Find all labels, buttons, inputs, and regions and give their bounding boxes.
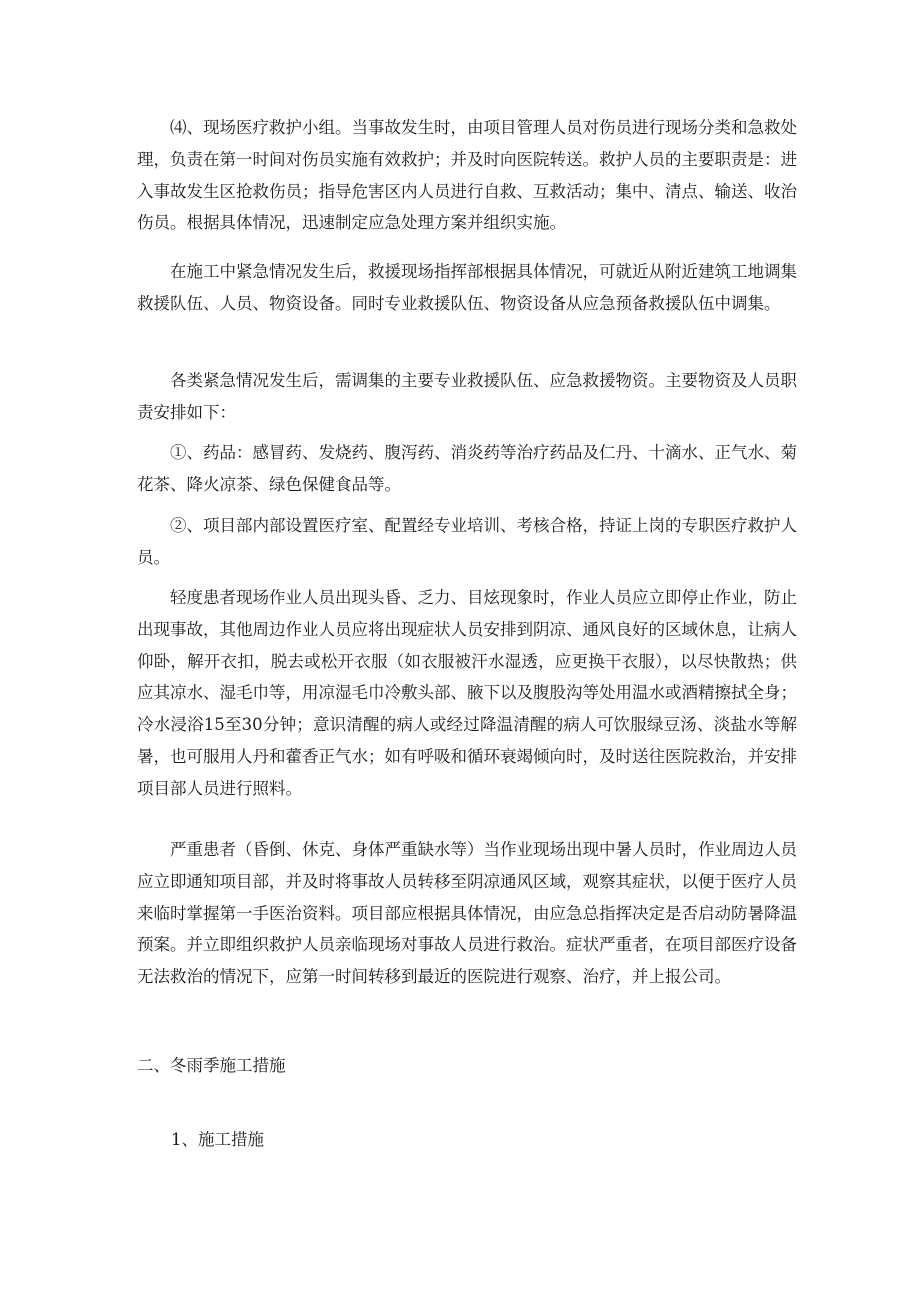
paragraph-medical-room: ②、项目部内部设置医疗室、配置经专业培训、考核合格，持证上岗的专职医疗救护人员。	[137, 516, 797, 567]
paragraph-medical-rescue-team: ⑷、现场医疗救护小组。当事故发生时，由项目管理人员对伤员进行现场分类和急救处理，负责在第一时间对伤员实施有效救护；并及时向医院转送。救护人员的主要职责是：进入事故发生区抢救伤员；指导危害区内人员进行自救、互救活动；集中、清点、输送、收治伤员。根据具体情况，迅速制定应急处理方案并组织实施。	[137, 118, 797, 233]
subsection-heading: 1、施工措施	[171, 1130, 264, 1149]
section-heading: 二、冬雨季施工措施	[137, 1056, 286, 1075]
paragraph-severe-patients: 严重患者（昏倒、休克、身体严重缺水等）当作业现场出现中暑人员时，作业周边人员应立即通知项目部，并及时将事故人员转移至阴凉通风区域，观察其症状，以便于医疗人员来临时掌握第一手医治资料。项目部应根据具体情况，由应急总指挥决定是否启动防暑降温预案。并立即组织救护人员亲临现场对事故人员进行救治。症状严重者，在项目部医疗设备无法救治的情况下，应第一时间转移到最近的医院进行观察、治疗，并上报公司。	[137, 840, 797, 987]
paragraph-emergency-dispatch: 在施工中紧急情况发生后，救援现场指挥部根据具体情况，可就近从附近建筑工地调集救援队伍、人员、物资设备。同时专业救援队伍、物资设备从应急预备救援队伍中调集。	[137, 262, 797, 313]
paragraph-medicine-list: ①、药品：感冒药、发烧药、腹泻药、消炎药等治疗药品及仁丹、十滴水、正气水、菊花茶、降火凉茶、绿色保健食品等。	[137, 443, 797, 494]
paragraph-mild-patients: 轻度患者现场作业人员出现头昏、乏力、目炫现象时，作业人员应立即停止作业，防止出现事故，其他周边作业人员应将出现症状人员安排到阴凉、通风良好的区域休息，让病人仰卧，解开衣扣，脱去或松开衣服（如衣服被汗水湿透，应更换干衣服），以尽快散热；供应其凉水、湿毛巾等，用凉湿毛巾冷敷头部、腋下以及腹股沟等处用温水或酒精擦拭全身；冷水浸浴15至30分钟；意识清醒的病人或经过降温清醒的病人可饮服绿豆汤、淡盐水等解暑，也可服用人丹和藿香正气水；如有呼吸和循环衰竭倾向时，及时送往医院救治，并安排项目部人员进行照料。	[137, 588, 797, 798]
paragraph-rescue-materials: 各类紧急情况发生后，需调集的主要专业救援队伍、应急救援物资。主要物资及人员职责安排如下：	[137, 371, 797, 422]
